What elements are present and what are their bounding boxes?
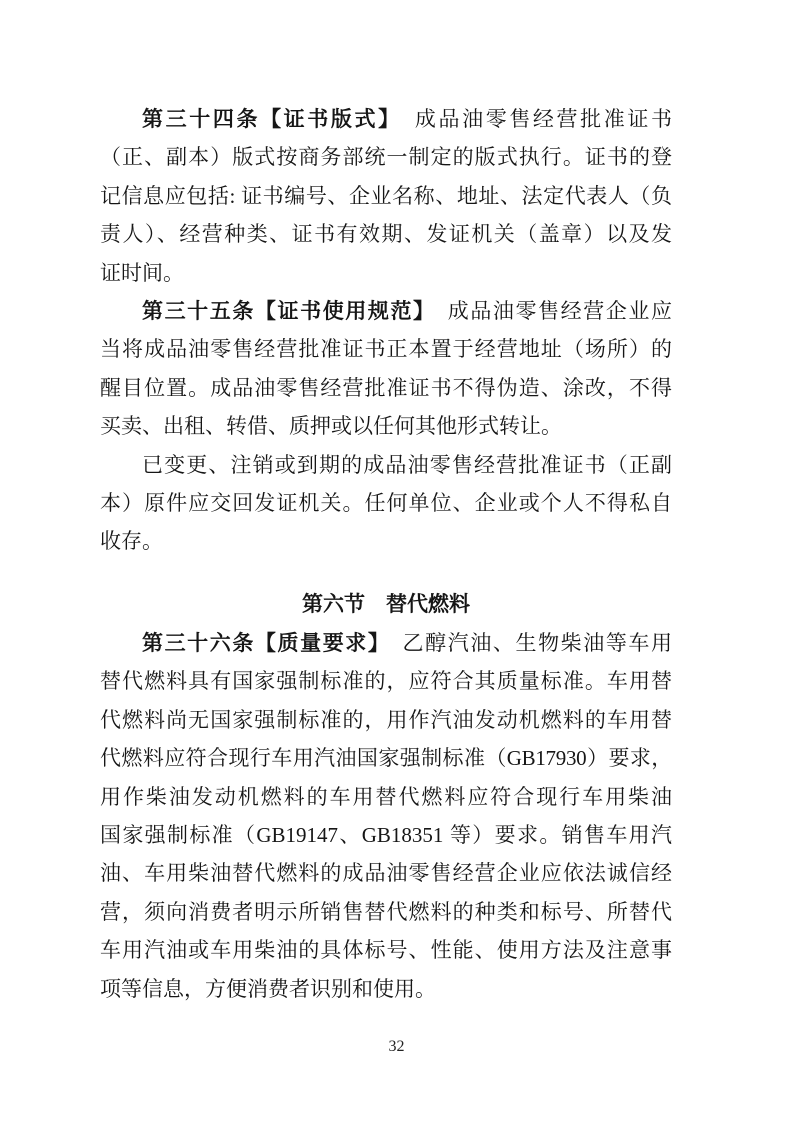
text-line: 买卖、出租、转借、质押或以任何其他形式转让。 — [100, 414, 562, 439]
article-36-lead-rest: 乙醇汽油、生物柴油等车用 — [379, 631, 673, 656]
text-line: 营，须向消费者明示所销售替代燃料的种类和标号、所替代 — [100, 899, 672, 924]
text-line — [100, 624, 672, 662]
text-line — [100, 292, 672, 330]
text-line: 当将成品油零售经营批准证书正本置于经营地址（场所）的 — [100, 337, 672, 362]
article-35-paragraph — [100, 292, 672, 446]
text-line: 责人）、经营种类、证书有效期、发证机关（盖章）以及发 — [100, 222, 672, 247]
article-36-lead: 第三十六条【质量要求】 — [142, 632, 380, 656]
article-35-lead-rest: 成品油零售经营企业应 — [425, 298, 673, 323]
article-36-paragraph — [100, 624, 672, 1008]
text-line: 代燃料尚无国家强制标准的，用作汽油发动机燃料的车用替 — [100, 707, 672, 732]
text-line: 代燃料应符合现行车用汽油国家强制标准（GB17930）要求， — [100, 746, 672, 771]
text-line: 替代燃料具有国家强制标准的，应符合其质量标准。车用替 — [100, 669, 672, 694]
article-34-lead: 第三十四条【证书版式】 — [142, 108, 392, 131]
page-footer — [0, 1038, 793, 1056]
text-line: 证时间。 — [100, 260, 184, 285]
text-line: 已变更、注销或到期的成品油零售经营批准证书（正副 — [142, 452, 672, 477]
text-line: 油、车用柴油替代燃料的成品油零售经营企业应依法诚信经 — [100, 861, 672, 886]
text-line: 本）原件应交回发证机关。任何单位、企业或个人不得私自 — [100, 490, 672, 515]
text-line: 国家强制标准（GB19147、GB18351 等）要求。销售车用汽 — [100, 823, 672, 848]
document-body — [100, 100, 672, 1008]
section-6-heading: 第六节 替代燃料 — [302, 592, 470, 616]
text-line: 记信息应包括: 证书编号、企业名称、地址、法定代表人（负 — [100, 183, 672, 208]
text-line: 车用汽油或车用柴油的具体标号、性能、使用方法及注意事 — [100, 938, 672, 963]
text-line: 醒目位置。成品油零售经营批准证书不得伪造、涂改，不得 — [100, 375, 672, 400]
certificate-return-paragraph — [100, 446, 672, 561]
text-line: 用作柴油发动机燃料的车用替代燃料应符合现行车用柴油 — [100, 784, 672, 809]
text-line: （正、副本）版式按商务部统一制定的版式执行。证书的登 — [100, 145, 672, 170]
page-number: 32 — [388, 1038, 405, 1055]
text-line: 收存。 — [100, 529, 163, 554]
article-34-paragraph — [100, 100, 672, 292]
article-35-lead: 第三十五条【证书使用规范】 — [142, 299, 426, 323]
article-34-lead-rest: 成品油零售经营批准证书 — [391, 107, 672, 131]
text-line — [100, 100, 672, 138]
text-line: 项等信息，方便消费者识别和使用。 — [100, 976, 436, 1001]
